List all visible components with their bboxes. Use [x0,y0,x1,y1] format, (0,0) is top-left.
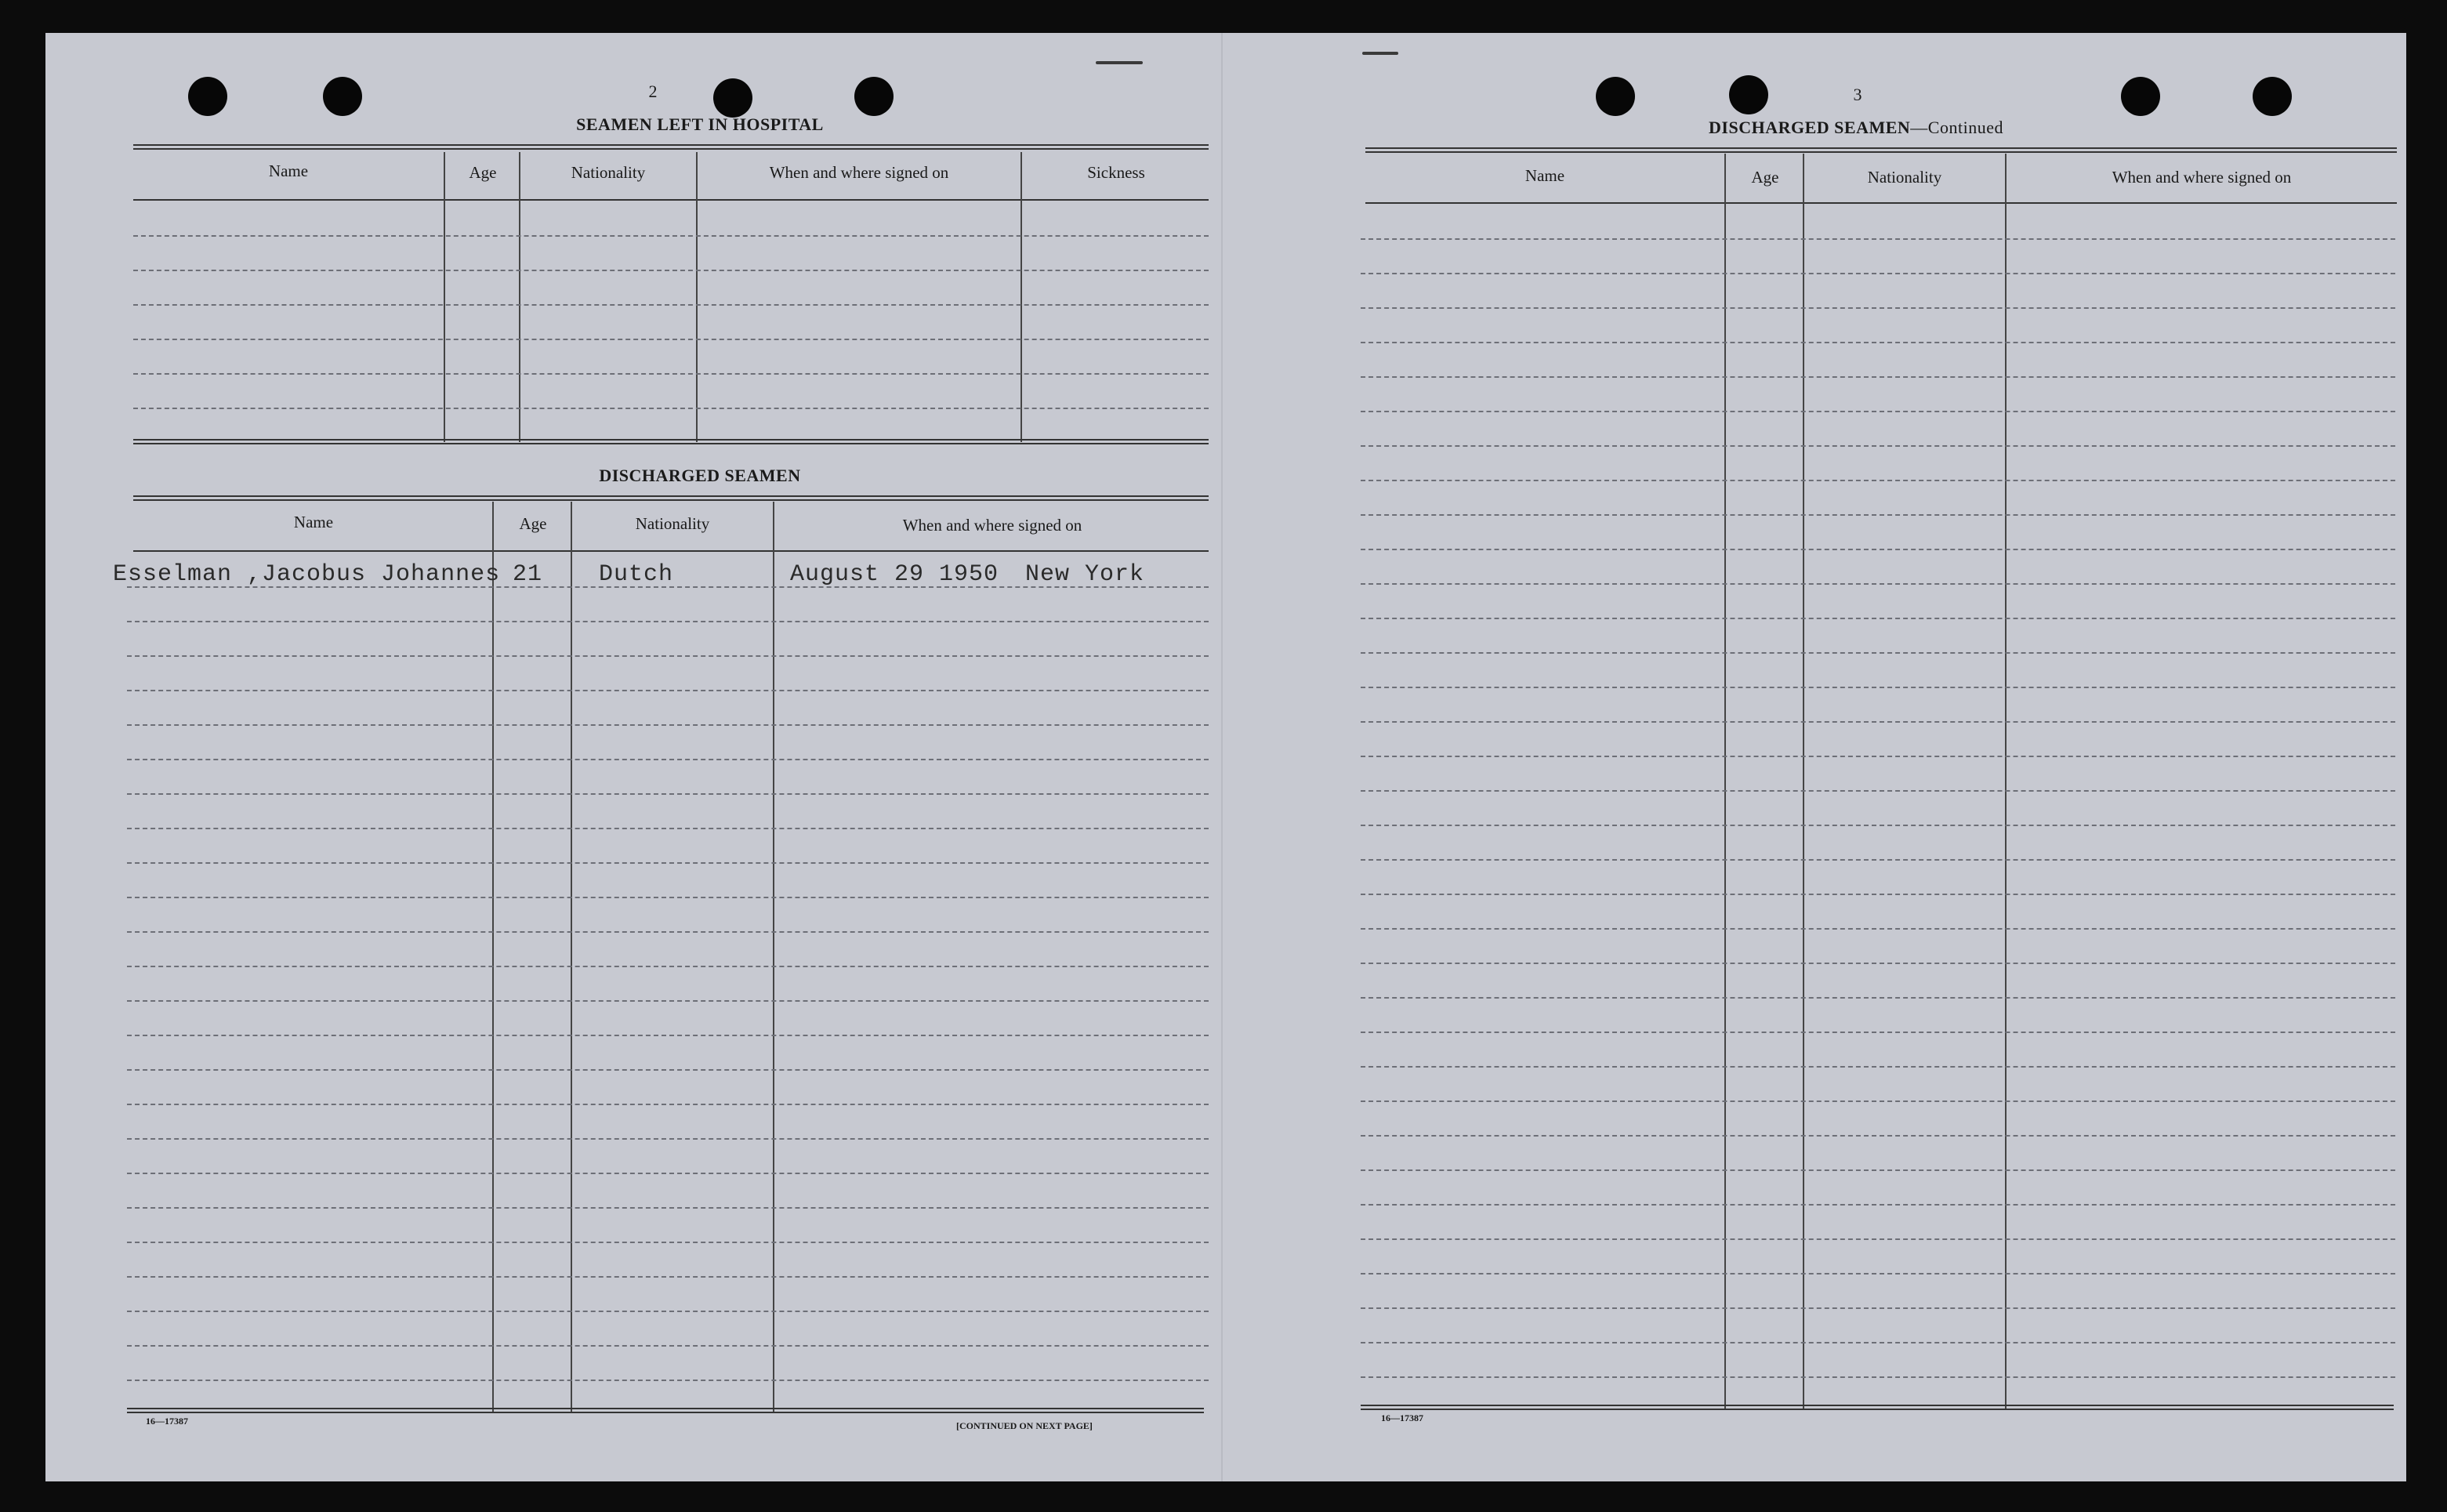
entry-name: Esselman ,Jacobus Johannes [113,561,501,588]
punch-hole [323,77,362,116]
page-number: 2 [648,82,658,101]
row-line [127,1207,1209,1209]
scanned-document [45,33,2406,1481]
row-line [1361,1100,2395,1102]
hospital-table-bottom-rule [133,439,1209,444]
punch-hole [2253,77,2292,116]
hospital-col-name: Name [268,161,309,180]
discharged-section-title: DISCHARGED SEAMEN [599,466,801,485]
hospital-col-age: Age [469,163,497,182]
row-line [1361,342,2395,343]
row-line [127,1035,1209,1036]
row-line [1361,1376,2395,1378]
discharged-header-rule [133,550,1209,552]
row-line [1361,1273,2395,1275]
col-signed-on: When and where signed on [2112,168,2292,187]
row-line [1361,445,2395,447]
hospital-column-divider [696,152,698,442]
hospital-row-line [133,339,1209,340]
discharged-col-signed-on: When and where signed on [902,516,1082,535]
row-line [127,1380,1209,1381]
row-line [1361,1307,2395,1309]
discharged-continued-title [1629,118,2083,138]
hospital-column-divider [1020,152,1022,442]
hospital-row-line [133,235,1209,237]
row-line [1361,963,2395,964]
discharged-table-top-rule [133,495,1209,501]
row-line [127,828,1209,829]
form-number: 16—17387 [1381,1412,1423,1423]
row-line [1361,273,2395,274]
row-line [127,1173,1209,1174]
row-line [1361,825,2395,826]
row-line [1361,687,2395,688]
row-line [1361,1135,2395,1137]
entry-signed-on-date: August 29 1950 [790,561,999,588]
discharged-col-age: Age [519,514,547,533]
row-line [1361,652,2395,654]
form-number: 16—17387 [146,1416,188,1427]
row-line [1361,480,2395,481]
row-line [1361,1238,2395,1240]
col-nationality: Nationality [1867,168,1942,187]
row-line [1361,1066,2395,1068]
row-line [1361,790,2395,792]
discharged-col-name: Name [293,513,334,531]
left-page [45,33,1221,1481]
row-line [1361,238,2395,240]
row-line [127,1000,1209,1002]
row-line [127,1242,1209,1243]
row-line [127,1276,1209,1278]
discharged-col-nationality: Nationality [635,514,710,533]
row-line [1361,1032,2395,1033]
row-line [127,724,1209,726]
hospital-col-sickness: Sickness [1087,163,1145,182]
hospital-col-nationality: Nationality [571,163,646,182]
row-line [1361,583,2395,585]
row-line [127,793,1209,795]
row-line [1361,618,2395,619]
punch-hole [1596,77,1635,116]
row-line [127,621,1209,622]
row-line [127,897,1209,898]
punch-hole [854,77,894,116]
col-age: Age [1751,168,1779,187]
entry-signed-on-place: New York [1025,561,1145,588]
row-line [1361,411,2395,412]
row-line [1361,1169,2395,1171]
scan-mark [1362,52,1398,55]
row-line [127,1069,1209,1071]
row-line [127,862,1209,864]
title-main: DISCHARGED SEAMEN [1709,118,1911,137]
header-rule [1365,202,2397,204]
row-line [127,759,1209,760]
row-line [1361,894,2395,895]
punch-hole [713,78,752,118]
row-line [127,1311,1209,1312]
row-line [1361,307,2395,309]
punch-hole [1729,75,1768,114]
continued-note: [CONTINUED ON NEXT PAGE] [956,1420,1093,1431]
hospital-row-line [133,373,1209,375]
punch-hole [2121,77,2160,116]
row-line [1361,549,2395,550]
hospital-row-line [133,304,1209,306]
hospital-table-top-rule [133,144,1209,150]
col-name: Name [1524,166,1565,185]
row-line [1361,514,2395,516]
discharged-table-bottom-rule [127,1408,1204,1413]
row-line [1361,859,2395,861]
row-line [127,1345,1209,1347]
row-line [1361,928,2395,930]
hospital-col-signed-on: When and where signed on [769,163,949,182]
row-line [1361,756,2395,757]
page-number: 3 [1853,85,1862,104]
right-page [1221,33,2406,1481]
hospital-row-line [133,408,1209,409]
row-line [1361,1342,2395,1343]
hospital-column-divider [519,152,520,442]
row-line [1361,721,2395,723]
row-line [1361,376,2395,378]
hospital-row-line [133,270,1209,271]
row-line [127,690,1209,691]
row-line [127,1104,1209,1105]
entry-nationality: Dutch [599,561,674,588]
title-suffix: —Continued [1910,118,2003,137]
row-line [1361,1204,2395,1206]
hospital-column-divider [444,152,445,442]
hospital-section-title: SEAMEN LEFT IN HOSPITAL [576,114,824,134]
row-line [127,966,1209,967]
row-line [127,931,1209,933]
punch-hole [188,77,227,116]
hospital-header-rule [133,199,1209,201]
row-line [127,1138,1209,1140]
table-bottom-rule [1361,1405,2394,1410]
entry-age: 21 [513,561,543,588]
row-line [127,586,1209,588]
scan-mark [1096,61,1143,64]
table-top-rule [1365,147,2397,153]
row-line [127,655,1209,657]
row-line [1361,997,2395,999]
